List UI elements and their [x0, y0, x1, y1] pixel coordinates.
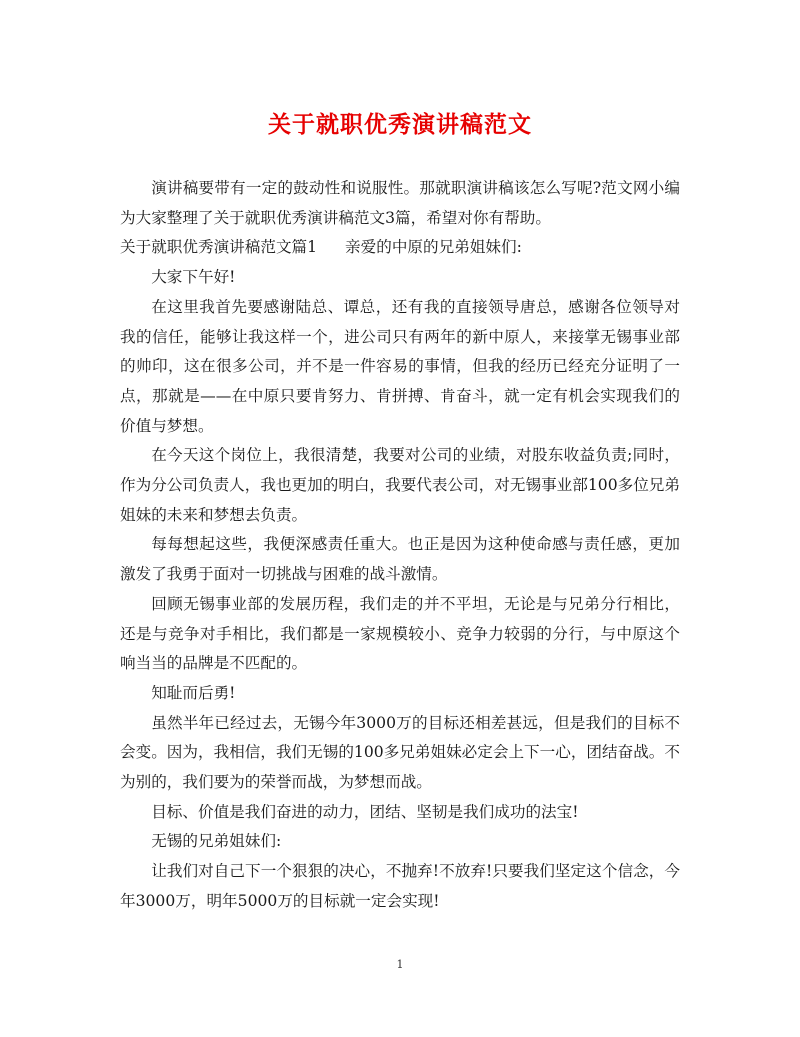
body-paragraph: 大家下午好!	[151, 268, 236, 287]
body-paragraph: 虽然半年已经过去，无锡今年3000万的目标还相差甚远，但是我们的目标不会变。因为，我相信，我们无锡的100多兄弟姐妹必定会上下一心，团结奋战。不为别的，我们要为的荣誉而战，为梦想而战。	[120, 713, 680, 792]
document-body	[120, 174, 680, 917]
page-number: 1	[396, 958, 404, 971]
body-paragraph: 在今天这个岗位上，我很清楚，我要对公司的业绩，对股东收益负责;同时，作为分公司负责人，我也更加的明白，我要代表公司，对无锡事业部100多位兄弟姐妹的未来和梦想去负责。	[120, 446, 680, 524]
body-paragraph: 在这里我首先要感谢陆总、谭总，还有我的直接领导唐总，感谢各位领导对我的信任，能够让我这样一个，进公司只有两年的新中原人，来接掌无锡事业部的帅印，这在很多公司，并不是一件容易的事情，但我的经历已经充分证明了一点，那就是——在中原只要肯努力、肯拼搏、肯奋斗，就一定有机会实现我们的价值与梦想。	[120, 297, 680, 435]
document-title: 关于就职优秀演讲稿范文	[268, 111, 532, 138]
section-heading: 关于就职优秀演讲稿范文篇1	[120, 238, 318, 257]
salutation: 亲爱的中原的兄弟姐妹们:	[345, 238, 522, 257]
section-heading-line	[120, 233, 680, 263]
body-paragraph: 知耻而后勇!	[151, 683, 236, 702]
body-paragraph: 让我们对自己下一个狠狠的决心，不抛弃!不放弃!只要我们坚定这个信念，今年3000万，明年5000万的目标就一定会实现!	[120, 862, 680, 910]
body-paragraph: 目标、价值是我们奋进的动力，团结、坚韧是我们成功的法宝!	[151, 802, 579, 821]
body-paragraph: 回顾无锡事业部的发展历程，我们走的并不平坦，无论是与兄弟分行相比，还是与竞争对手相比，我们都是一家规模较小、竞争力较弱的分行，与中原这个响当当的品牌是不匹配的。	[120, 594, 680, 673]
intro-paragraph: 演讲稿要带有一定的鼓动性和说服性。那就职演讲稿该怎么写呢?范文网小编为大家整理了关于就职优秀演讲稿范文3篇，希望对你有帮助。	[120, 179, 680, 227]
body-paragraph: 无锡的兄弟姐妹们:	[151, 832, 282, 851]
body-paragraph: 每每想起这些，我便深感责任重大。也正是因为这种使命感与责任感，更加激发了我勇于面对一切挑战与困难的战斗激情。	[120, 535, 680, 584]
